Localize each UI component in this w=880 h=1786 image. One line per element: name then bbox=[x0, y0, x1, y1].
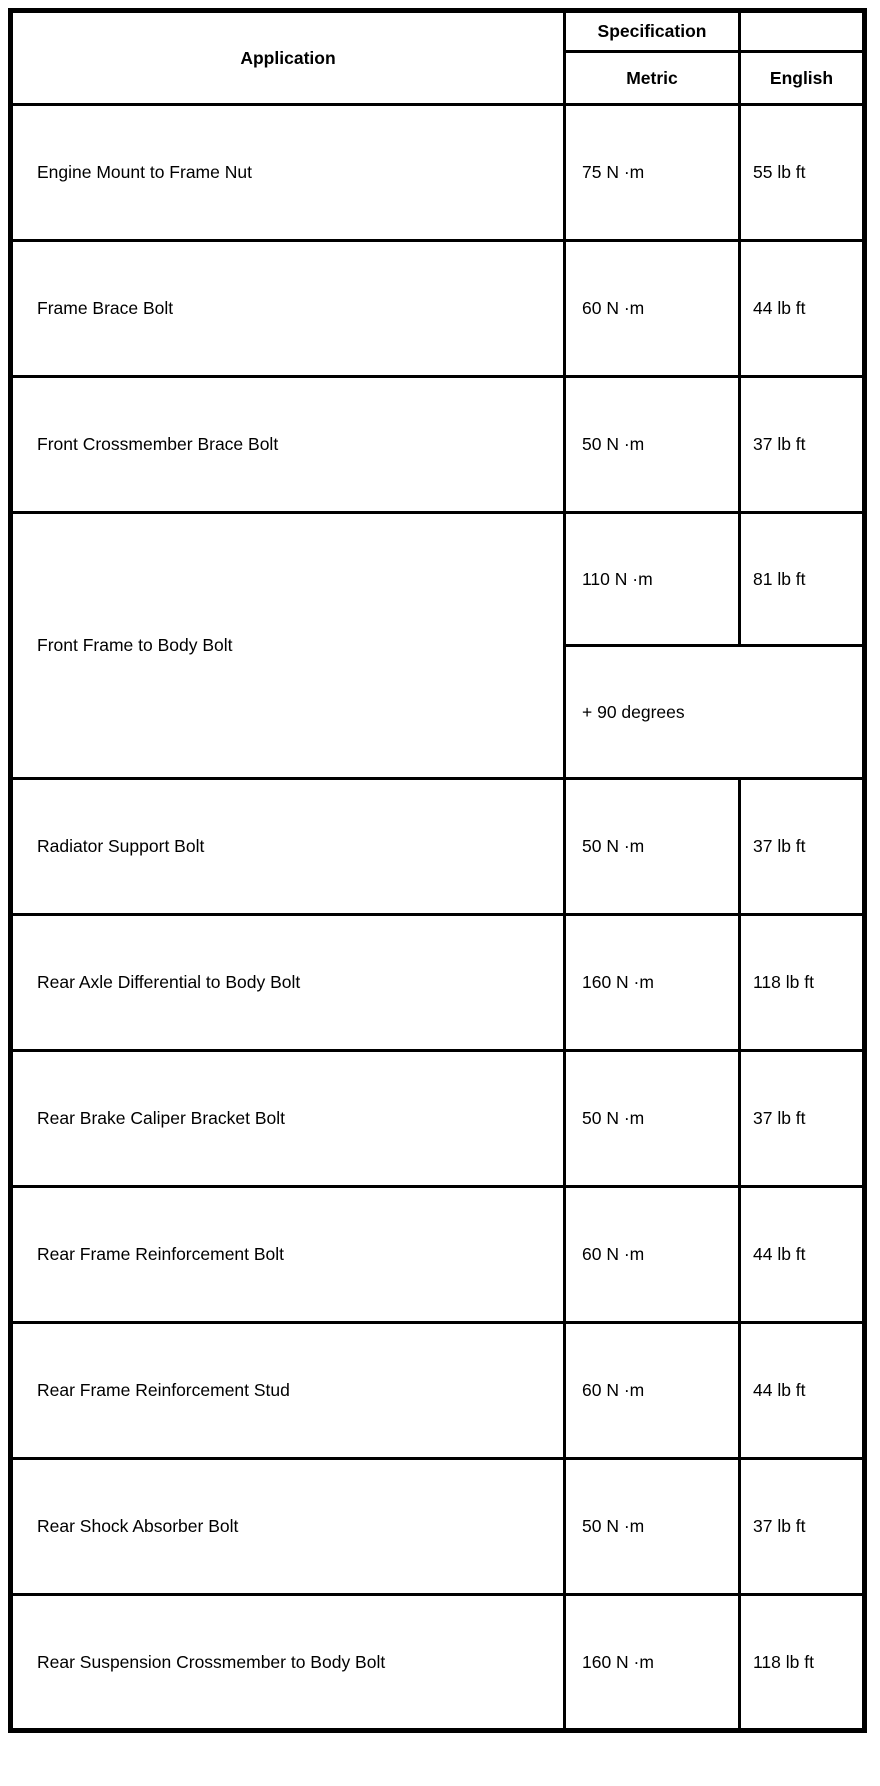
table-row bbox=[11, 915, 865, 1051]
english-value-cell: 118 lb ft bbox=[740, 1595, 865, 1731]
english-value-cell: 37 lb ft bbox=[740, 377, 865, 513]
metric-value-cell: 50 N ·m bbox=[565, 779, 740, 915]
table-row bbox=[11, 513, 865, 646]
metric-value-cell: 60 N ·m bbox=[565, 241, 740, 377]
metric-value-cell: 50 N ·m bbox=[565, 377, 740, 513]
application-cell: Frame Brace Bolt bbox=[11, 241, 565, 377]
english-value-cell: 44 lb ft bbox=[740, 1323, 865, 1459]
english-value-cell: 81 lb ft bbox=[740, 513, 865, 646]
application-cell: Rear Suspension Crossmember to Body Bolt bbox=[11, 1595, 565, 1731]
metric-value-cell: 75 N ·m bbox=[565, 105, 740, 241]
table-row bbox=[11, 1187, 865, 1323]
table-row bbox=[11, 779, 865, 915]
metric-value-cell: 50 N ·m bbox=[565, 1051, 740, 1187]
torque-specifications-table bbox=[8, 8, 867, 1733]
application-cell: Radiator Support Bolt bbox=[11, 779, 565, 915]
application-column-header: Application bbox=[11, 11, 565, 105]
table-row bbox=[11, 1595, 865, 1731]
table-row bbox=[11, 1459, 865, 1595]
empty-header-cell bbox=[740, 11, 865, 52]
application-cell: Rear Frame Reinforcement Bolt bbox=[11, 1187, 565, 1323]
english-value-cell: 44 lb ft bbox=[740, 241, 865, 377]
english-value-cell: 55 lb ft bbox=[740, 105, 865, 241]
table-row bbox=[11, 1051, 865, 1187]
application-cell: Rear Frame Reinforcement Stud bbox=[11, 1323, 565, 1459]
table-row bbox=[11, 377, 865, 513]
english-value-cell: 37 lb ft bbox=[740, 1051, 865, 1187]
metric-value-cell: 60 N ·m bbox=[565, 1187, 740, 1323]
metric-value-cell: 50 N ·m bbox=[565, 1459, 740, 1595]
header-row-top bbox=[11, 11, 865, 52]
english-value-cell: 37 lb ft bbox=[740, 1459, 865, 1595]
metric-value-cell: 110 N ·m bbox=[565, 513, 740, 646]
application-cell: Rear Shock Absorber Bolt bbox=[11, 1459, 565, 1595]
application-cell: Front Frame to Body Bolt bbox=[11, 513, 565, 779]
english-value-cell: 118 lb ft bbox=[740, 915, 865, 1051]
application-cell: Rear Brake Caliper Bracket Bolt bbox=[11, 1051, 565, 1187]
metric-value-cell: 160 N ·m bbox=[565, 1595, 740, 1731]
english-column-header: English bbox=[740, 52, 865, 105]
metric-value-cell: 60 N ·m bbox=[565, 1323, 740, 1459]
english-value-cell: 37 lb ft bbox=[740, 779, 865, 915]
additional-torque-cell: + 90 degrees bbox=[565, 646, 865, 779]
application-cell: Rear Axle Differential to Body Bolt bbox=[11, 915, 565, 1051]
table-row bbox=[11, 1323, 865, 1459]
metric-column-header: Metric bbox=[565, 52, 740, 105]
english-value-cell: 44 lb ft bbox=[740, 1187, 865, 1323]
table-row bbox=[11, 241, 865, 377]
application-cell: Engine Mount to Frame Nut bbox=[11, 105, 565, 241]
metric-value-cell: 160 N ·m bbox=[565, 915, 740, 1051]
specification-column-header: Specification bbox=[565, 11, 740, 52]
application-cell: Front Crossmember Brace Bolt bbox=[11, 377, 565, 513]
table-row bbox=[11, 105, 865, 241]
